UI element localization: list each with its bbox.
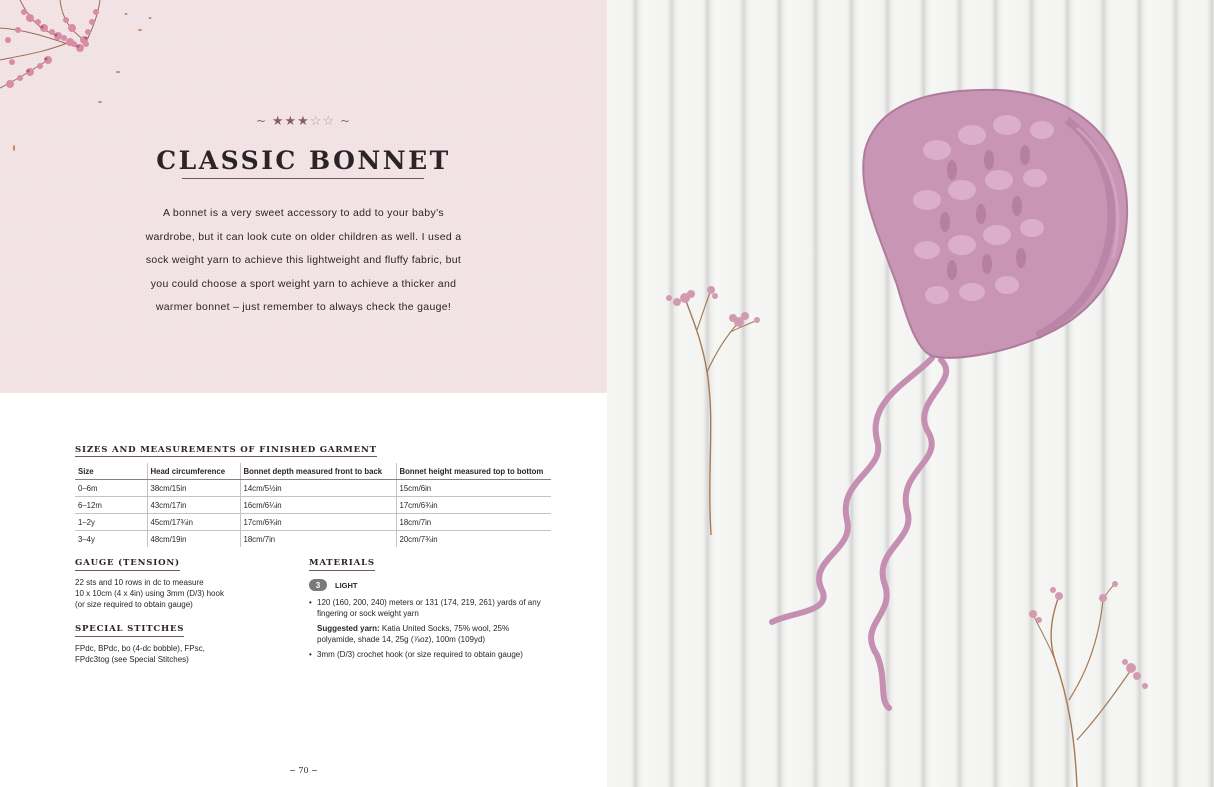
table-cell: 17cm/6¾in <box>396 497 551 514</box>
table-row <box>75 480 551 497</box>
suggested-yarn-label: Suggested yarn: <box>317 624 380 633</box>
yarn-weight-label: LIGHT <box>335 580 358 590</box>
special-stitches-heading: SPECIAL STITCHES <box>75 624 184 637</box>
table-cell: 45cm/17¾in <box>147 514 240 531</box>
photo-illustration <box>607 0 1214 787</box>
star-filled-icon: ★ <box>271 114 285 129</box>
star-empty-icon: ☆ <box>322 114 336 129</box>
materials-list <box>309 597 549 619</box>
gauge-section <box>75 557 275 610</box>
table-cell: 1–2y <box>75 514 147 531</box>
gauge-line: 10 x 10cm (4 x 4in) using 3mm (D/3) hook <box>75 589 224 598</box>
special-stitches-text <box>75 643 275 665</box>
sizes-section <box>75 437 551 547</box>
intro-paragraph <box>122 202 485 320</box>
materials-line: 3mm (D/3) crochet hook (or size required to obtain gauge) <box>317 650 523 659</box>
column-header: Bonnet depth measured front to back <box>240 463 396 480</box>
materials-heading: MATERIALS <box>309 558 375 571</box>
materials-section <box>309 557 549 664</box>
table-row <box>75 497 551 514</box>
materials-line: fingering or sock weight yarn <box>317 609 419 618</box>
gauge-line: (or size required to obtain gauge) <box>75 600 193 609</box>
table-header-row <box>75 463 551 480</box>
table-cell: 18cm/7in <box>240 531 396 548</box>
table-row <box>75 531 551 548</box>
intro-line: A bonnet is a very sweet accessory to add to your baby’s <box>162 207 444 219</box>
table-cell: 20cm/7¾in <box>396 531 551 548</box>
suggested-yarn-line: polyamide, shade 14, 25g (⅞oz), 100m (109yd) <box>317 635 486 644</box>
title-underline <box>182 178 424 179</box>
table-cell: 17cm/6¾in <box>240 514 396 531</box>
list-item <box>309 597 549 619</box>
suggested-yarn <box>309 623 549 645</box>
table-cell: 14cm/5½in <box>240 480 396 497</box>
star-empty-icon: ☆ <box>309 114 323 129</box>
list-item <box>309 649 549 660</box>
bonnet-ties <box>772 358 946 708</box>
intro-line: warmer bonnet – just remember to always check the gauge! <box>155 301 452 313</box>
difficulty-rating <box>0 114 607 129</box>
dried-flower-stem-icon <box>1029 581 1148 787</box>
dried-flower-stem-icon <box>666 286 760 535</box>
intro-line: wardrobe, but it can look cute on older children as well. I used a <box>145 230 462 243</box>
dried-flowers-decoration <box>0 0 170 160</box>
table-cell: 38cm/15in <box>147 480 240 497</box>
special-stitches-section <box>75 623 275 665</box>
sizes-heading: SIZES AND MEASUREMENTS OF FINISHED GARMENT <box>75 445 377 455</box>
table-cell: 3–4y <box>78 535 95 544</box>
ornament-right: ~ <box>339 114 352 128</box>
folio-ornament: ~ <box>289 766 299 775</box>
table-cell: 48cm/19in <box>147 531 240 548</box>
page-title: CLASSIC BONNET <box>156 146 451 175</box>
gauge-line: 22 sts and 10 rows in dc to measure <box>75 578 204 587</box>
table-row <box>75 514 551 531</box>
yarn-weight-indicator <box>309 579 549 591</box>
page-number <box>0 766 607 775</box>
star-filled-icon: ★ <box>284 114 298 129</box>
table-cell: 6–12m <box>75 497 147 514</box>
page-number-value: 70 <box>298 766 309 775</box>
header-panel <box>0 0 607 393</box>
column-header: Head circumference <box>147 463 240 480</box>
difficulty-stars <box>272 114 335 128</box>
table-cell: 16cm/6¼in <box>240 497 396 514</box>
table-cell: 0–6m <box>75 480 147 497</box>
column-header: Size <box>75 463 147 480</box>
table-cell: 43cm/17in <box>147 497 240 514</box>
crochet-bonnet-icon <box>863 90 1127 358</box>
special-stitches-line: FPdc, BPdc, bo (4-dc bobble), FPsc, <box>75 644 205 653</box>
ornament-left: ~ <box>255 114 268 128</box>
bonnet-photo <box>607 0 1214 787</box>
gauge-heading: GAUGE (TENSION) <box>75 558 180 571</box>
intro-line: sock weight yarn to achieve this lightweight and fluffy fabric, but <box>145 254 462 266</box>
materials-line: 120 (160, 200, 240) meters or 131 (174, 219, 261) yards of any <box>317 598 541 607</box>
materials-list <box>309 649 549 660</box>
suggested-yarn-line: Katia United Socks, 75% wool, 25% <box>379 624 510 633</box>
table-cell: 18cm/7in <box>396 514 551 531</box>
table-cell: 15cm/6in <box>396 480 551 497</box>
folio-ornament: ~ <box>308 766 318 775</box>
yarn-weight-icon: 3 <box>309 579 327 591</box>
special-stitches-line: FPdc3tog (see Special Stitches) <box>75 655 189 664</box>
gauge-text <box>75 577 275 610</box>
sizes-table <box>75 463 551 547</box>
intro-line: you could choose a sport weight yarn to achieve a thicker and <box>150 277 457 290</box>
star-filled-icon: ★ <box>297 114 310 129</box>
column-header: Bonnet height measured top to bottom <box>396 463 551 480</box>
